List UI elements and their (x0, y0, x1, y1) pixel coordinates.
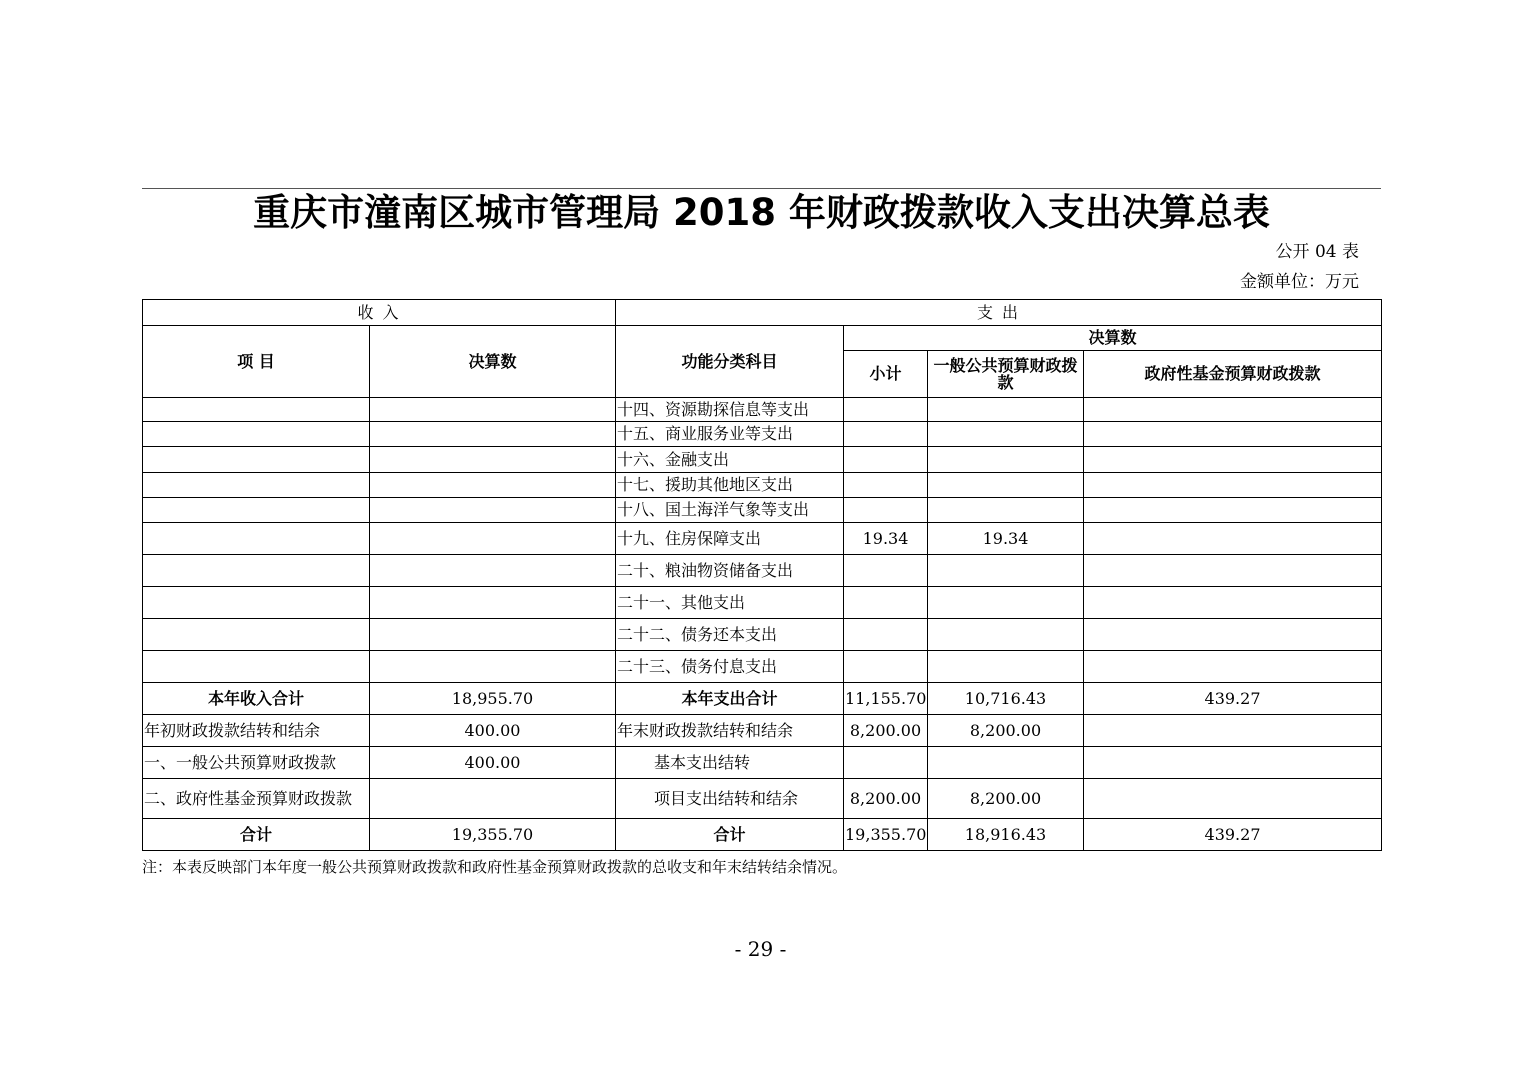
income-item (143, 587, 370, 619)
project-carry-fund (1084, 779, 1382, 819)
table-row (143, 555, 1382, 587)
fund-budget-value (1084, 523, 1382, 555)
income-grand-total-value: 19,355.70 (370, 819, 616, 851)
table-row (143, 619, 1382, 651)
budget-summary-table (142, 299, 1382, 851)
table-row (143, 398, 1382, 422)
item-header: 项 目 (143, 326, 370, 398)
grand-total-row (143, 819, 1382, 851)
subtotal-value (844, 447, 928, 473)
basic-carry-general (928, 747, 1084, 779)
income-item (143, 473, 370, 498)
opening-balance-label: 年初财政拨款结转和结余 (143, 715, 370, 747)
income-item (143, 619, 370, 651)
fund-budget-value (1084, 422, 1382, 447)
annual-total-row (143, 683, 1382, 715)
function-class: 十七、援助其他地区支出 (616, 473, 844, 498)
general-budget-header: 一般公共预算财政拨款 (928, 351, 1084, 398)
table-row (143, 422, 1382, 447)
carry-over-row (143, 715, 1382, 747)
fund-budget-value (1084, 587, 1382, 619)
income-item (143, 498, 370, 523)
general-budget-value (928, 422, 1084, 447)
subtotal-header: 小计 (844, 351, 928, 398)
basic-expenditure-carry-label: 基本支出结转 (616, 747, 844, 779)
fund-budget-header: 政府性基金预算财政拨款 (1084, 351, 1382, 398)
closing-balance-label: 年末财政拨款结转和结余 (616, 715, 844, 747)
opening-balance-value: 400.00 (370, 715, 616, 747)
function-class: 二十二、债务还本支出 (616, 619, 844, 651)
income-item (143, 422, 370, 447)
function-class: 二十一、其他支出 (616, 587, 844, 619)
grand-fund-budget-value: 439.27 (1084, 819, 1382, 851)
closing-general-budget-value: 8,200.00 (928, 715, 1084, 747)
subtotal-value (844, 651, 928, 683)
function-class: 十八、国土海洋气象等支出 (616, 498, 844, 523)
income-amount (370, 619, 616, 651)
project-expenditure-carry-label: 项目支出结转和结余 (616, 779, 844, 819)
fund-budget-value (1084, 555, 1382, 587)
subtotal-value (844, 498, 928, 523)
subtotal-value (844, 422, 928, 447)
general-budget-value (928, 498, 1084, 523)
table-note: 注：本表反映部门本年度一般公共预算财政拨款和政府性基金预算财政拨款的总收支和年末结转结余情况。 (142, 858, 848, 876)
annual-income-total-value: 18,955.70 (370, 683, 616, 715)
table-row (143, 651, 1382, 683)
function-class: 十五、商业服务业等支出 (616, 422, 844, 447)
page-title: 重庆市潼南区城市管理局 2018 年财政拨款收入支出决算总表 (253, 191, 1270, 234)
general-budget-carry-label: 一、一般公共预算财政拨款 (143, 747, 370, 779)
function-class: 二十、粮油物资储备支出 (616, 555, 844, 587)
income-amount (370, 498, 616, 523)
function-class: 十六、金融支出 (616, 447, 844, 473)
fund-budget-value (1084, 398, 1382, 422)
grand-subtotal-value: 19,355.70 (844, 819, 928, 851)
subtotal-value (844, 619, 928, 651)
closing-fund-budget-value (1084, 715, 1382, 747)
income-amount (370, 422, 616, 447)
subtotal-value: 19.34 (844, 523, 928, 555)
basic-carry-fund (1084, 747, 1382, 779)
income-amount (370, 398, 616, 422)
income-item (143, 447, 370, 473)
project-carry-subtotal: 8,200.00 (844, 779, 928, 819)
amount-unit: 金额单位：万元 (1240, 272, 1359, 292)
income-header: 收 入 (143, 300, 616, 326)
table-row (143, 523, 1382, 555)
function-class-header: 功能分类科目 (616, 326, 844, 398)
annual-expenditure-total-label: 本年支出合计 (616, 683, 844, 715)
general-budget-value (928, 473, 1084, 498)
subtotal-value (844, 555, 928, 587)
general-budget-value (928, 555, 1084, 587)
fund-budget-value (1084, 498, 1382, 523)
general-budget-value (928, 619, 1084, 651)
annual-income-total-label: 本年收入合计 (143, 683, 370, 715)
function-class: 二十三、债务付息支出 (616, 651, 844, 683)
general-budget-value (928, 398, 1084, 422)
fund-budget-value (1084, 447, 1382, 473)
fund-budget-value (1084, 651, 1382, 683)
subtotal-value (844, 587, 928, 619)
income-amount (370, 651, 616, 683)
general-budget-value (928, 587, 1084, 619)
income-item (143, 651, 370, 683)
general-budget-value: 19.34 (928, 523, 1084, 555)
general-budget-carry-value: 400.00 (370, 747, 616, 779)
page-number: - 29 - (734, 937, 787, 961)
income-amount (370, 473, 616, 498)
table-row (143, 447, 1382, 473)
expenditure-header: 支 出 (616, 300, 1382, 326)
function-class: 十四、资源勘探信息等支出 (616, 398, 844, 422)
fund-budget-carry-value (370, 779, 616, 819)
subtotal-value (844, 398, 928, 422)
subtotal-value (844, 473, 928, 498)
carry-over-row (143, 779, 1382, 819)
fund-budget-carry-label: 二、政府性基金预算财政拨款 (143, 779, 370, 819)
table-number: 公开 04 表 (1275, 242, 1359, 262)
annual-general-budget-value: 10,716.43 (928, 683, 1084, 715)
annual-fund-budget-value: 439.27 (1084, 683, 1382, 715)
income-amount (370, 555, 616, 587)
income-item (143, 398, 370, 422)
table-row (143, 473, 1382, 498)
income-amount (370, 523, 616, 555)
table-row (143, 587, 1382, 619)
final-amount-header: 决算数 (370, 326, 616, 398)
basic-carry-subtotal (844, 747, 928, 779)
header-row-1 (143, 300, 1382, 326)
general-budget-value (928, 651, 1084, 683)
grand-general-budget-value: 18,916.43 (928, 819, 1084, 851)
header-row-2 (143, 326, 1382, 351)
income-item (143, 523, 370, 555)
income-grand-total-label: 合计 (143, 819, 370, 851)
general-budget-value (928, 447, 1084, 473)
carry-over-row (143, 747, 1382, 779)
closing-subtotal-value: 8,200.00 (844, 715, 928, 747)
table-row (143, 498, 1382, 523)
function-class: 十九、住房保障支出 (616, 523, 844, 555)
fund-budget-value (1084, 619, 1382, 651)
income-item (143, 555, 370, 587)
income-amount (370, 587, 616, 619)
project-carry-general: 8,200.00 (928, 779, 1084, 819)
top-rule (142, 188, 1381, 189)
expenditure-grand-total-label: 合计 (616, 819, 844, 851)
final-amount-group-header: 决算数 (844, 326, 1382, 351)
income-amount (370, 447, 616, 473)
fund-budget-value (1084, 473, 1382, 498)
annual-subtotal-value: 11,155.70 (844, 683, 928, 715)
